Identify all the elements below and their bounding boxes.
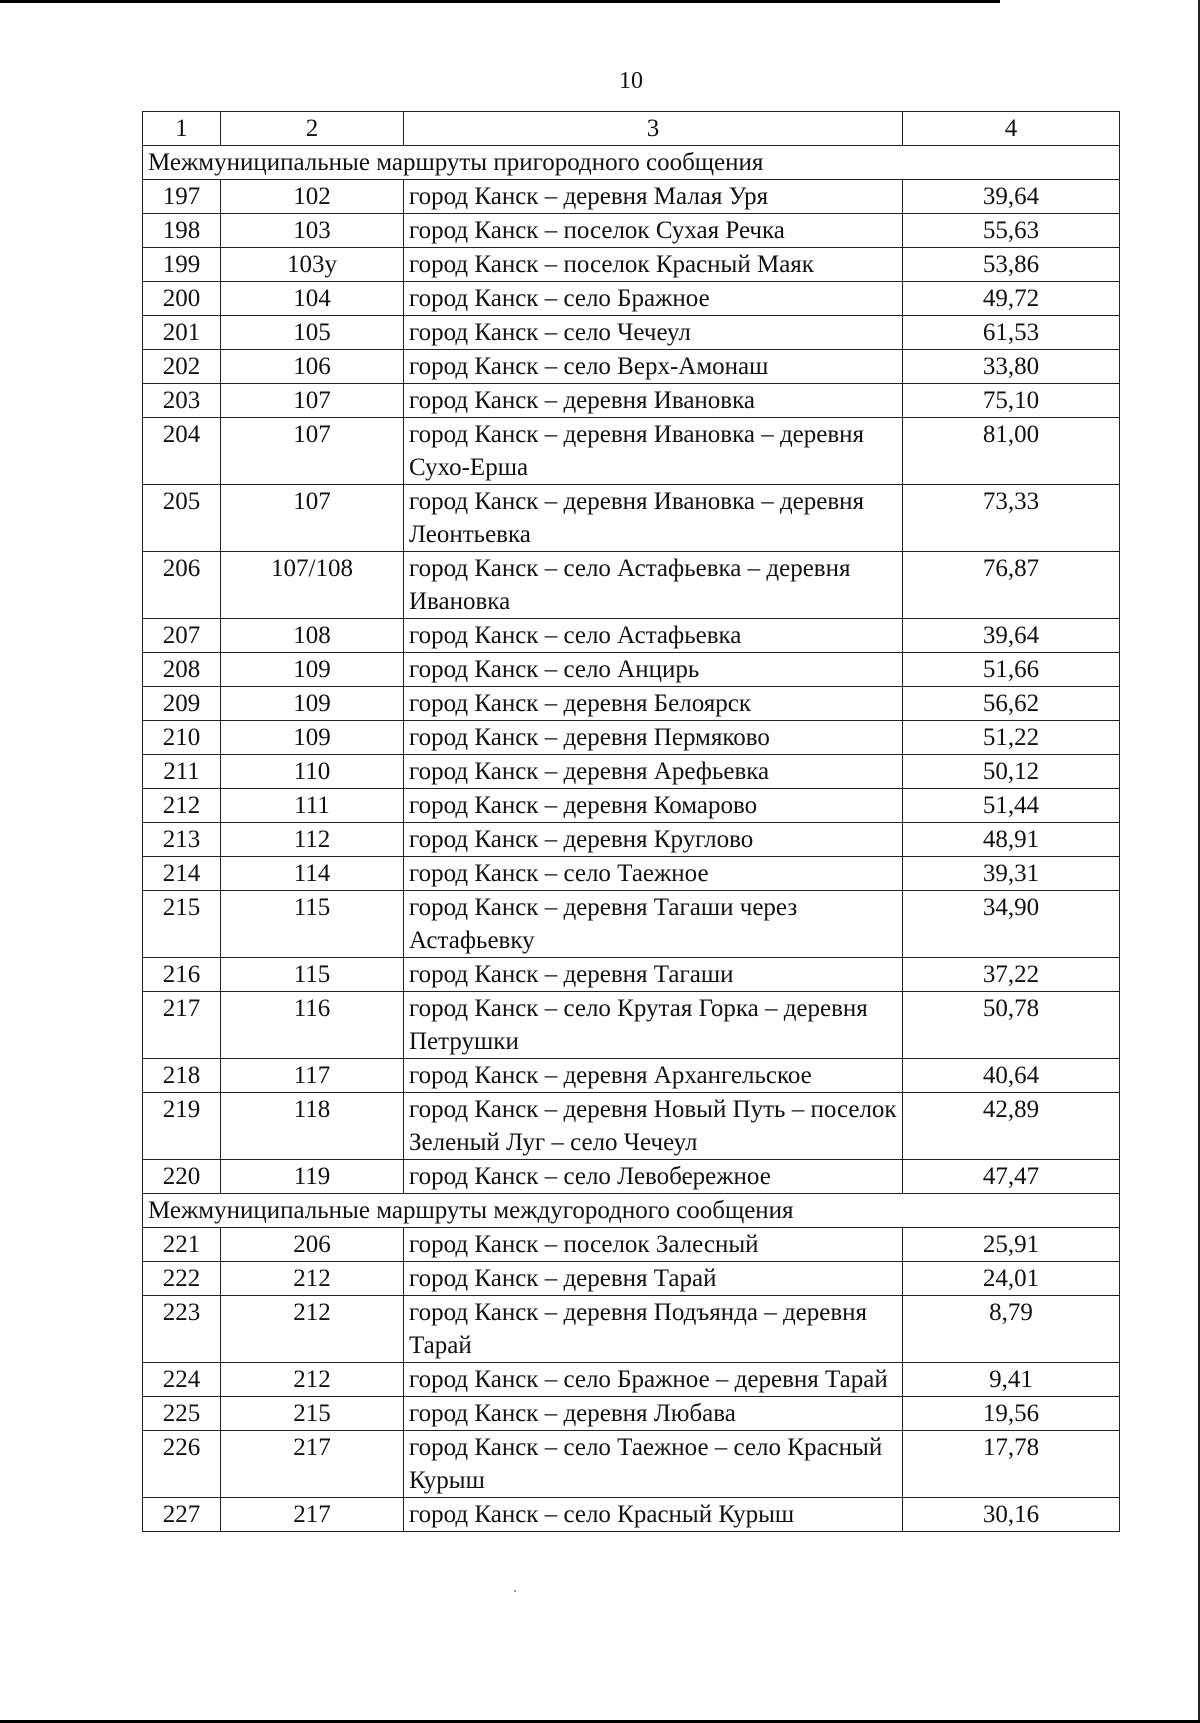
route-name-cell: город Канск – поселок Красный Маяк: [404, 248, 903, 282]
route-name-cell: город Канск – деревня Новый Путь – поселок Зеленый Луг – село Чечеул: [404, 1093, 903, 1160]
route-name-cell: город Канск – село Левобережное: [404, 1160, 903, 1194]
route-number-cell: 212: [221, 1296, 404, 1363]
route-length-cell: 39,31: [903, 857, 1120, 891]
route-number-cell: 107/108: [221, 552, 404, 619]
route-number-cell: 107: [221, 384, 404, 418]
route-name-cell: город Канск – деревня Малая Уря: [404, 180, 903, 214]
route-length-cell: 50,12: [903, 755, 1120, 789]
table-row: [143, 653, 1120, 687]
table-row: [143, 619, 1120, 653]
row-index-cell: 220: [143, 1160, 221, 1194]
route-length-cell: 47,47: [903, 1160, 1120, 1194]
table-row: [143, 755, 1120, 789]
route-name-cell: город Канск – село Крутая Горка – деревня Петрушки: [404, 992, 903, 1059]
route-name-cell: город Канск – село Чечеул: [404, 316, 903, 350]
route-name-cell: город Канск – село Таежное – село Красный Курыш: [404, 1431, 903, 1498]
row-index-cell: 197: [143, 180, 221, 214]
section-row: [143, 1194, 1120, 1228]
route-length-cell: 55,63: [903, 214, 1120, 248]
route-name-cell: город Канск – поселок Сухая Речка: [404, 214, 903, 248]
route-name-cell: город Канск – деревня Пермяково: [404, 721, 903, 755]
route-length-cell: 40,64: [903, 1059, 1120, 1093]
scan-speck: [514, 1590, 516, 1592]
route-name-cell: город Канск – село Верх-Амонаш: [404, 350, 903, 384]
section-title: Межмуниципальные маршруты междугородного сообщения: [143, 1194, 1120, 1228]
page-number: 10: [619, 68, 643, 94]
route-name-cell: город Канск – деревня Комарово: [404, 789, 903, 823]
table-row: [143, 1363, 1120, 1397]
route-number-cell: 110: [221, 755, 404, 789]
route-number-cell: 108: [221, 619, 404, 653]
row-index-cell: 199: [143, 248, 221, 282]
table-row: [143, 552, 1120, 619]
table-row: [143, 1431, 1120, 1498]
table-row: [143, 1262, 1120, 1296]
route-length-cell: 24,01: [903, 1262, 1120, 1296]
row-index-cell: 223: [143, 1296, 221, 1363]
table-row: [143, 789, 1120, 823]
route-length-cell: 8,79: [903, 1296, 1120, 1363]
route-name-cell: город Канск – село Астафьевка: [404, 619, 903, 653]
route-name-cell: город Канск – деревня Белоярск: [404, 687, 903, 721]
row-index-cell: 218: [143, 1059, 221, 1093]
table-row: [143, 1093, 1120, 1160]
row-index-cell: 222: [143, 1262, 221, 1296]
route-length-cell: 25,91: [903, 1228, 1120, 1262]
table-row: [143, 958, 1120, 992]
route-length-cell: 50,78: [903, 992, 1120, 1059]
route-name-cell: город Канск – село Бражное – деревня Тарай: [404, 1363, 903, 1397]
route-length-cell: 34,90: [903, 891, 1120, 958]
row-index-cell: 226: [143, 1431, 221, 1498]
route-length-cell: 19,56: [903, 1397, 1120, 1431]
row-index-cell: 208: [143, 653, 221, 687]
route-length-cell: 17,78: [903, 1431, 1120, 1498]
row-index-cell: 204: [143, 418, 221, 485]
route-number-cell: 109: [221, 653, 404, 687]
row-index-cell: 215: [143, 891, 221, 958]
table-row: [143, 384, 1120, 418]
row-index-cell: 203: [143, 384, 221, 418]
route-number-cell: 109: [221, 687, 404, 721]
route-length-cell: 49,72: [903, 282, 1120, 316]
route-number-cell: 102: [221, 180, 404, 214]
row-index-cell: 227: [143, 1498, 221, 1532]
route-length-cell: 51,44: [903, 789, 1120, 823]
table-row: [143, 721, 1120, 755]
route-name-cell: город Канск – деревня Тагаши: [404, 958, 903, 992]
route-name-cell: город Канск – деревня Ивановка: [404, 384, 903, 418]
table-row: [143, 418, 1120, 485]
row-index-cell: 207: [143, 619, 221, 653]
route-length-cell: 56,62: [903, 687, 1120, 721]
route-name-cell: город Канск – деревня Архангельское: [404, 1059, 903, 1093]
row-index-cell: 225: [143, 1397, 221, 1431]
route-number-cell: 212: [221, 1262, 404, 1296]
table-row: [143, 1397, 1120, 1431]
route-name-cell: город Канск – деревня Круглово: [404, 823, 903, 857]
route-name-cell: город Канск – деревня Тарай: [404, 1262, 903, 1296]
route-length-cell: 76,87: [903, 552, 1120, 619]
table-row: [143, 687, 1120, 721]
route-number-cell: 103у: [221, 248, 404, 282]
table-row: [143, 992, 1120, 1059]
route-length-cell: 33,80: [903, 350, 1120, 384]
route-name-cell: город Канск – деревня Тагаши через Астафьевку: [404, 891, 903, 958]
routes-table-body: [143, 112, 1120, 1532]
route-number-cell: 115: [221, 958, 404, 992]
route-number-cell: 119: [221, 1160, 404, 1194]
header-col-4: 4: [903, 112, 1120, 146]
route-length-cell: 39,64: [903, 180, 1120, 214]
table-row: [143, 350, 1120, 384]
route-name-cell: город Канск – деревня Ивановка – деревня Леонтьевка: [404, 485, 903, 552]
route-number-cell: 111: [221, 789, 404, 823]
route-number-cell: 116: [221, 992, 404, 1059]
route-number-cell: 106: [221, 350, 404, 384]
row-index-cell: 212: [143, 789, 221, 823]
route-number-cell: 112: [221, 823, 404, 857]
route-length-cell: 73,33: [903, 485, 1120, 552]
row-index-cell: 200: [143, 282, 221, 316]
row-index-cell: 219: [143, 1093, 221, 1160]
table-row: [143, 316, 1120, 350]
route-number-cell: 103: [221, 214, 404, 248]
route-number-cell: 109: [221, 721, 404, 755]
route-name-cell: город Канск – поселок Залесный: [404, 1228, 903, 1262]
row-index-cell: 224: [143, 1363, 221, 1397]
route-length-cell: 51,22: [903, 721, 1120, 755]
route-number-cell: 217: [221, 1431, 404, 1498]
row-index-cell: 216: [143, 958, 221, 992]
header-col-1: 1: [143, 112, 221, 146]
route-number-cell: 206: [221, 1228, 404, 1262]
route-name-cell: город Канск – село Анцирь: [404, 653, 903, 687]
route-name-cell: город Канск – деревня Любава: [404, 1397, 903, 1431]
route-length-cell: 39,64: [903, 619, 1120, 653]
route-name-cell: город Канск – село Астафьевка – деревня Ивановка: [404, 552, 903, 619]
row-index-cell: 205: [143, 485, 221, 552]
table-row: [143, 214, 1120, 248]
section-title: Межмуниципальные маршруты пригородного сообщения: [143, 146, 1120, 180]
table-row: [143, 1228, 1120, 1262]
table-row: [143, 1160, 1120, 1194]
routes-table: [142, 111, 1120, 1532]
row-index-cell: 206: [143, 552, 221, 619]
route-length-cell: 61,53: [903, 316, 1120, 350]
route-name-cell: город Канск – деревня Арефьевка: [404, 755, 903, 789]
table-row: [143, 891, 1120, 958]
route-name-cell: город Канск – село Красный Курыш: [404, 1498, 903, 1532]
row-index-cell: 202: [143, 350, 221, 384]
route-number-cell: 212: [221, 1363, 404, 1397]
table-row: [143, 248, 1120, 282]
header-col-2: 2: [221, 112, 404, 146]
section-row: [143, 146, 1120, 180]
route-name-cell: город Канск – деревня Подъянда – деревня Тарай: [404, 1296, 903, 1363]
route-number-cell: 215: [221, 1397, 404, 1431]
row-index-cell: 213: [143, 823, 221, 857]
row-index-cell: 211: [143, 755, 221, 789]
row-index-cell: 214: [143, 857, 221, 891]
route-number-cell: 118: [221, 1093, 404, 1160]
route-name-cell: город Канск – деревня Ивановка – деревня Сухо-Ерша: [404, 418, 903, 485]
route-length-cell: 53,86: [903, 248, 1120, 282]
route-length-cell: 37,22: [903, 958, 1120, 992]
row-index-cell: 217: [143, 992, 221, 1059]
route-length-cell: 48,91: [903, 823, 1120, 857]
route-number-cell: 117: [221, 1059, 404, 1093]
route-number-cell: 115: [221, 891, 404, 958]
route-name-cell: город Канск – село Таежное: [404, 857, 903, 891]
row-index-cell: 221: [143, 1228, 221, 1262]
table-row: [143, 857, 1120, 891]
route-number-cell: 217: [221, 1498, 404, 1532]
row-index-cell: 198: [143, 214, 221, 248]
table-row: [143, 1059, 1120, 1093]
row-index-cell: 209: [143, 687, 221, 721]
route-number-cell: 114: [221, 857, 404, 891]
header-col-3: 3: [404, 112, 903, 146]
scan-edge-top: [0, 0, 1000, 3]
route-number-cell: 107: [221, 418, 404, 485]
route-length-cell: 30,16: [903, 1498, 1120, 1532]
row-index-cell: 210: [143, 721, 221, 755]
route-number-cell: 104: [221, 282, 404, 316]
table-row: [143, 1498, 1120, 1532]
table-row: [143, 180, 1120, 214]
route-length-cell: 51,66: [903, 653, 1120, 687]
row-index-cell: 201: [143, 316, 221, 350]
table-row: [143, 485, 1120, 552]
table-row: [143, 282, 1120, 316]
route-length-cell: 9,41: [903, 1363, 1120, 1397]
route-name-cell: город Канск – село Бражное: [404, 282, 903, 316]
route-length-cell: 75,10: [903, 384, 1120, 418]
route-length-cell: 42,89: [903, 1093, 1120, 1160]
table-row: [143, 823, 1120, 857]
route-number-cell: 107: [221, 485, 404, 552]
table-row: [143, 1296, 1120, 1363]
route-length-cell: 81,00: [903, 418, 1120, 485]
route-number-cell: 105: [221, 316, 404, 350]
header-row: [143, 112, 1120, 146]
